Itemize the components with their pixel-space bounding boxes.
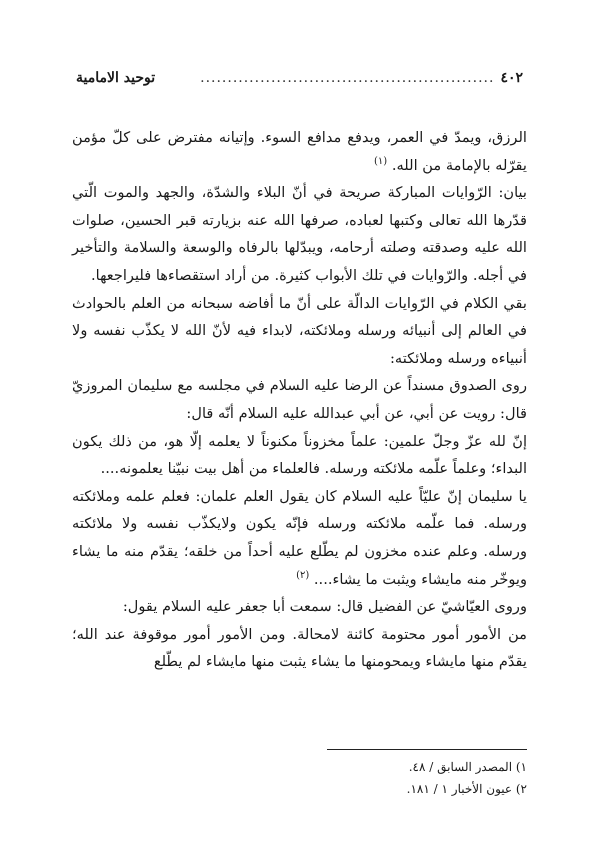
footnote-ref: (١) [374, 155, 388, 167]
footnotes [72, 756, 527, 800]
paragraph: الرزق، ويمدّ في العمر، ويدفع مدافع السوء. وإتيانه مفترض على كلّ مؤمن يقرّله بالإمامة من الله. $^{(١)}$ [72, 129, 527, 174]
footnote-ref: (٢) [296, 569, 310, 581]
paragraph: من الأمور أمور محتومة كائنة لامحالة. ومن الأمور أمور موقوفة عند الله؛ يقدّم منها مايشاء ويمحومنها ما يشاء يثبت منها مايشاء لم يطّلع [72, 625, 527, 671]
running-header [76, 70, 523, 86]
footnote: ١) المصدر السابق / ٤٨. [408, 760, 527, 774]
paragraph: إنّ لله عزّ وجلّ علمين: علماً مخزوناً مكنوناً لا يعلمه إلّا هو، من ذلك يكون البداء؛ وعلماً علّمه ملائكته ورسله. فالعلماء من أهل بيت نبيّنا يعلمونه.... [72, 432, 527, 478]
leader-dots: ...................................................... [200, 70, 495, 86]
paragraph: روى الصدوق مسنداً عن الرضا عليه السلام في مجلسه مع سليمان المروزيّ قال: رويت عن أبي، عن أبي عبدالله عليه السلام أنّه قال: [72, 377, 527, 422]
paragraph: وروى العيّاشيّ عن الفضيل قال: سمعت أبا جعفر عليه السلام يقول: [122, 598, 527, 616]
page-number: ٤٠٢ [500, 70, 523, 86]
footnote: ٢) عيون الأخبار ١ / ١٨١. [406, 782, 527, 796]
page-body [72, 124, 527, 676]
footnote-divider [327, 749, 527, 750]
paragraph: بيان: الرّوايات المباركة صريحة في أنّ البلاء والشدّة، والجهد والموت الّتي قدّرها الله تعالى وكتبها لعباده، صرفها الله عنه بزيارته قبر الحسين، صلوات الله عليه وصدقته وصلته أرحامه، ويبدّلها بالرفاه والوسعة والسلامة والتأخير في أجله. والرّوايات في تلك الأبواب كثيرة. من أراد استقصاءها فليراجعها. [72, 184, 527, 284]
paragraph: يا سليمان إنّ عليّاً عليه السلام كان يقول العلم علمان: فعلم علمه وملائكته ورسله. فما علّمه ملائكته ورسله فإنّه يكون ولايكذّب نفسه ولا ملائكته ورسله. وعلم عنده مخزون لم يطّلع عليه أحداً من خلقه؛ يقدّم منه ما يشاء ويوخّر منه مايشاء ويثبت ما يشاء.... $^{(٢)}$ [72, 487, 527, 588]
paragraph: بقي الكلام في الرّوايات الدالّة على أنّ ما أفاضه سبحانه من العلم بالحوادث في العالم إلى أنبيائه ورسله وملائكته، لابداء فيه لأنّ الله لا يكذّب نفسه ولا أنبياءه ورسله وملائكته: [72, 294, 527, 367]
running-title: توحيد الامامية [76, 70, 156, 86]
